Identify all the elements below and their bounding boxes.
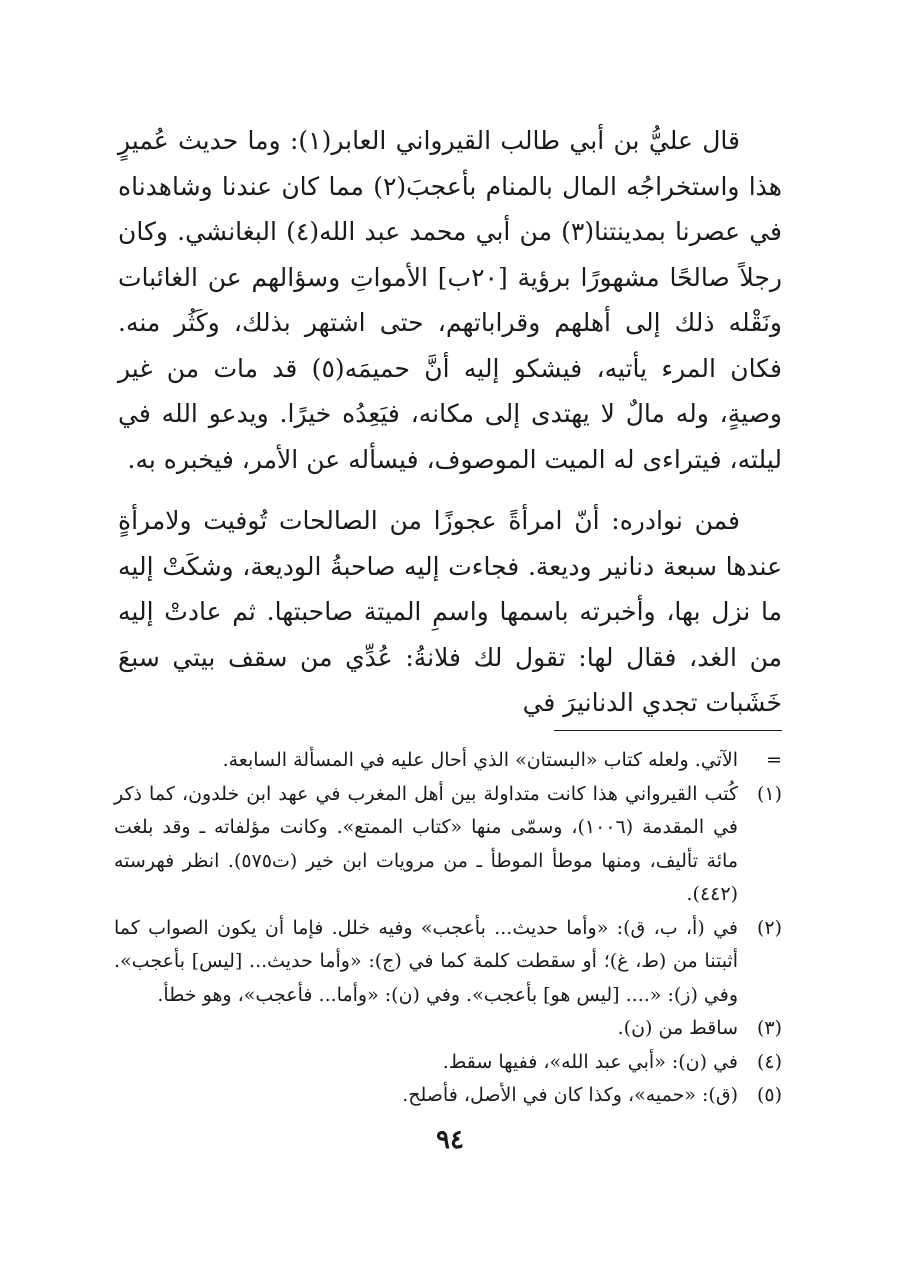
footnote-text: كُتب القيرواني هذا كانت متداولة بين أهل المغرب في عهد ابن خلدون، كما ذكر في المقدمة (١٠٠٦)، وسمّى منها «كتاب الممتع». وكانت مؤلفاته ـ وقد بلغت مائة تأليف، ومنها موطأ الموطأ ـ من مرويات ابن خير (ت٥٧٥). انظر فهرسته (٤٤٢). bbox=[114, 782, 738, 905]
footnote-number: (٤) bbox=[756, 1050, 782, 1073]
footnote-3 bbox=[114, 1012, 782, 1046]
footnotes bbox=[114, 744, 782, 1113]
footnote-text: (ق): «حميه»، وكذا كان في الأصل، فأصلح. bbox=[402, 1084, 738, 1106]
footnote-text: ساقط من (ن). bbox=[617, 1017, 738, 1039]
main-paragraph-1: قال عليُّ بن أبي طالب القيرواني العابر(١): وما حديث عُميرٍ هذا واستخراجُه المال بالمنام بأعجبَ(٢) مما كان عندنا وشاهدناه في عصرنا بمدينتنا(٣) من أبي محمد عبد الله(٤) البغانشي. وكان رجلاً صالحًا مشهورًا برؤية [٢٠ب] الأمواتِ وسؤالهم عن الغائبات ونَقْله ذلك إلى أهلهم وقراباتهم، حتى اشتهر بذلك، وكَثُر منه. فكان المرء يأتيه، فيشكو إليه أنَّ حميمَه(٥) قد مات من غير وصيةٍ، وله مالٌ لا يهتدى إلى مكانه، فيَعِدُه خيرًا. ويدعو الله في ليلته، فيتراءى له الميت الموصوف، فيسأله عن الأمر، فيخبره به. bbox=[118, 126, 782, 474]
footnote-number: (٢) bbox=[756, 916, 782, 939]
footnote-separator bbox=[554, 730, 782, 731]
footnote-1 bbox=[114, 778, 782, 912]
footnote-number: (٣) bbox=[756, 1017, 782, 1039]
footnote-number: (٥) bbox=[756, 1084, 782, 1106]
footnote-continuation bbox=[114, 744, 782, 778]
main-paragraph-2: فمن نوادره: أنّ امرأةً عجوزًا من الصالحات تُوفيت ولامرأةٍ عندها سبعة دنانير وديعة. فجاءت إليه صاحبةُ الوديعة، وشكَتْ إليه ما نزل بها، وأخبرته باسمها واسمِ الميتة صاحبتها. ثم عادتْ إليه من الغد، فقال لها: تقول لك فلانةُ: عُدِّي من سقف بيتي سبعَ خَشَبات تجدي الدنانيرَ في bbox=[118, 506, 782, 717]
footnote-text: في (أ، ب، ق): «وأما حديث... بأعجب» وفيه خلل. فإما أن يكون الصواب كما أثبتنا من (ط، غ)؛ أو سقطت كلمة كما في (ج): «وأما حديث... [ليس] بأعجب». وفي (ز): «.... [ليس هو] بأعجب». وفي (ن): «وأما... فأعجب»، وهو خطأ. bbox=[114, 916, 738, 1006]
footnote-5 bbox=[114, 1079, 782, 1113]
footnote-text: في (ن): «أبي عبد الله»، ففيها سقط. bbox=[442, 1050, 738, 1073]
page-number: ٩٤ bbox=[436, 1125, 464, 1155]
footnote-number: (١) bbox=[756, 782, 782, 805]
footnote-text: الآتي. ولعله كتاب «البستان» الذي أحال عليه في المسألة السابعة. bbox=[222, 749, 738, 771]
footnote-4 bbox=[114, 1046, 782, 1080]
footnote-2 bbox=[114, 912, 782, 1013]
footnote-number: = bbox=[766, 749, 782, 771]
main-text bbox=[118, 118, 782, 726]
